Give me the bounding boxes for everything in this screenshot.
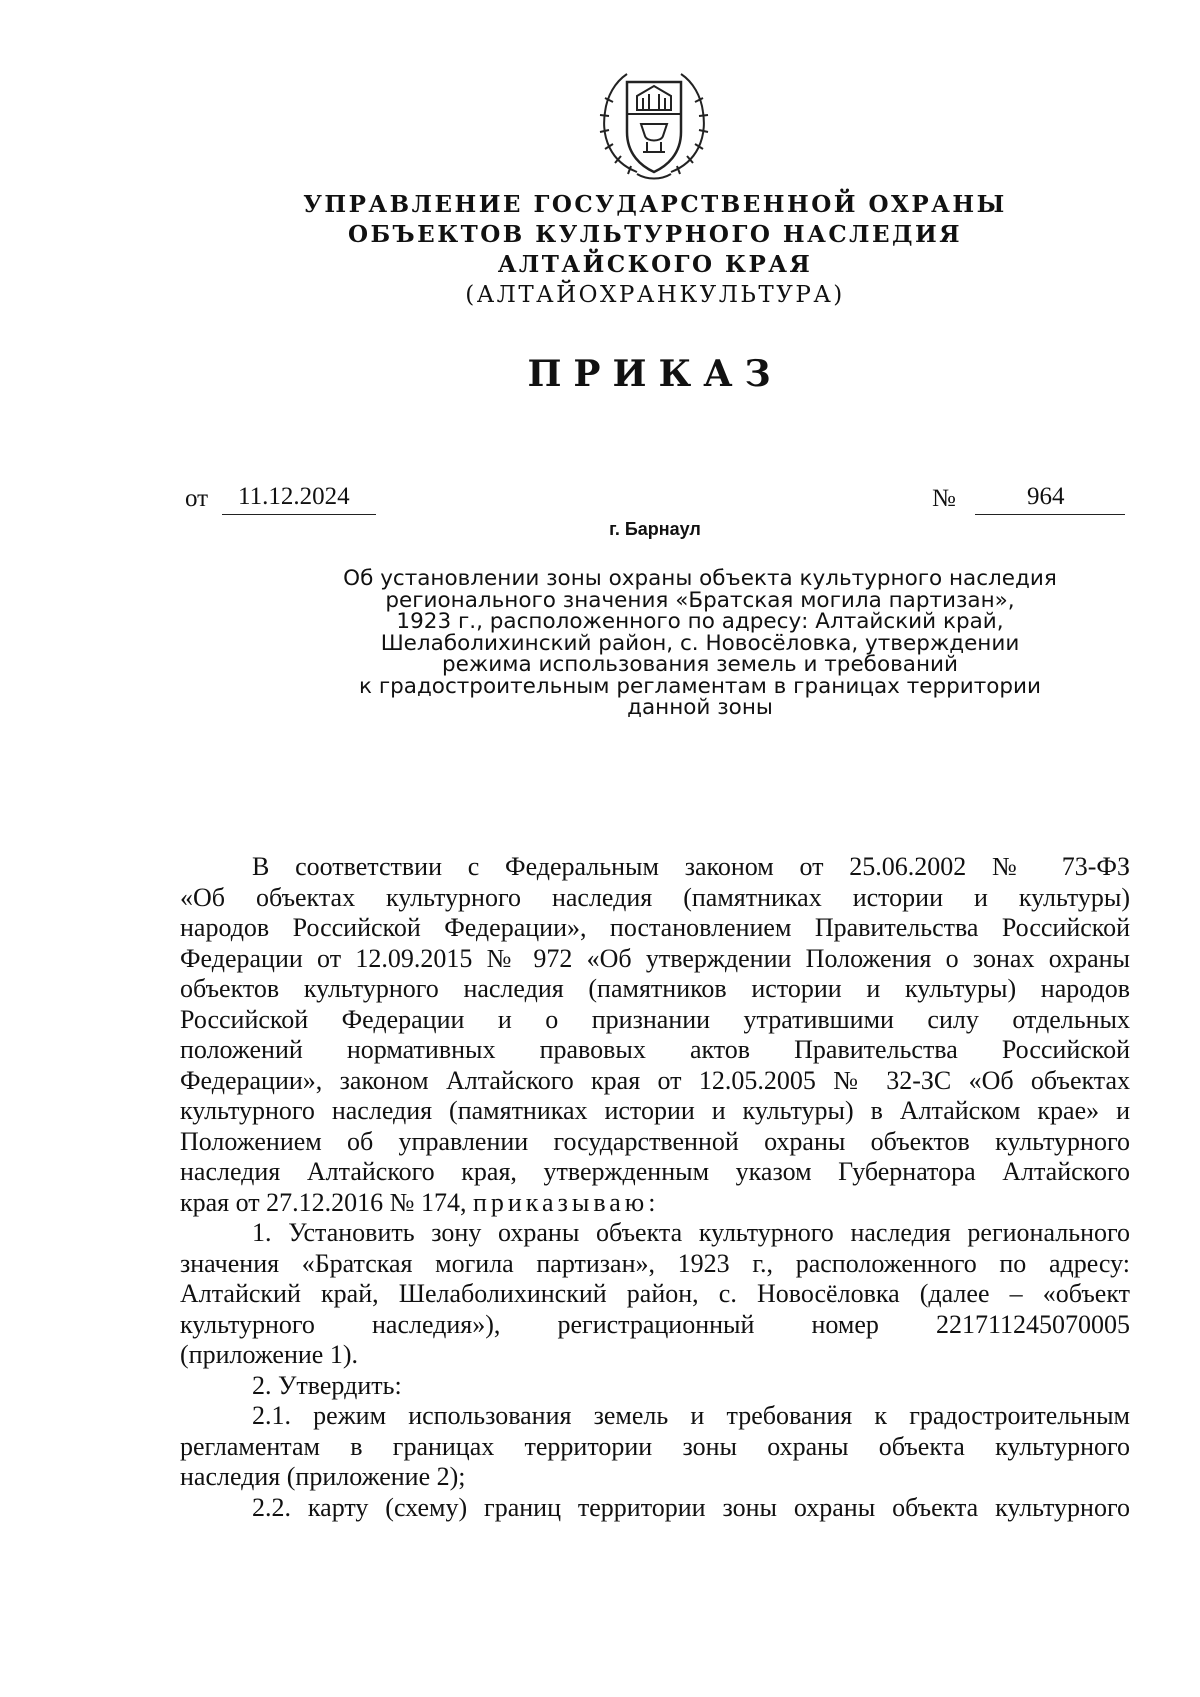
preamble-end: края от 27.12.2016 № 174, [180, 1187, 467, 1217]
body-line: Федерации от 12.09.2015 № 972 «Об утверждении Положения о зонах охраны [180, 943, 1130, 973]
org-name-line-1: УПРАВЛЕНИЕ ГОСУДАРСТВЕННОЙ ОХРАНЫ [303, 191, 1007, 218]
org-name-line-3: АЛТАЙСКОГО КРАЯ [497, 251, 813, 278]
item-2: 2. Утвердить: [252, 1370, 402, 1400]
item-1-line: 1. Установить зону охраны объекта культурного наследия регионального [252, 1218, 1130, 1247]
subject-line: регионального значения «Братская могила партизан», [385, 587, 1015, 613]
subject-line: 1923 г., расположенного по адресу: Алтайский край, [396, 609, 1004, 634]
date-field [222, 482, 376, 515]
org-name-line-2: ОБЪЕКТОВ КУЛЬТУРНОГО НАСЛЕДИЯ [347, 221, 962, 248]
body-line: Российской Федерации и о признании утратившими силу отдельных [180, 1004, 1130, 1034]
city-name: г. Барнаул [609, 519, 701, 539]
item-1-line: Алтайский край, Шелаболихинский район, с. Новосёловка (далее – «объект [180, 1279, 1130, 1308]
org-short-name: (АЛТАЙОХРАНКУЛЬТУРА) [465, 282, 845, 308]
body-line: объектов культурного наследия (памятников истории и культуры) народов [180, 974, 1130, 1003]
body-line: Положением об управлении государственной охраны объектов культурного [180, 1126, 1130, 1156]
body-line: Федерации», законом Алтайского края от 12.05.2005 № 32-ЗС «Об объектах [180, 1065, 1130, 1095]
subject-line: к градостроительным регламентам в границах территории [359, 673, 1041, 699]
body-line: «Об объектах культурного наследия (памятниках истории и культуры) [180, 882, 1130, 912]
item-1-line: культурного наследия»), регистрационный номер 221711245070005 [180, 1309, 1130, 1339]
body-line: культурного наследия (памятниках истории и культуры) в Алтайском крае» и [180, 1096, 1130, 1125]
item-2-1-line: 2.1. режим использования земель и требования к градостроительным [252, 1401, 1130, 1430]
number-field [975, 482, 1125, 515]
item-1-line: значения «Братская могила партизан», 1923 г., расположенного по адресу: [180, 1248, 1130, 1278]
body-line: наследия Алтайского края, утвержденным указом Губернатора Алтайского [180, 1157, 1130, 1186]
item-2-1-line: наследия (приложение 2); [180, 1462, 466, 1491]
body-line [180, 1188, 1130, 1219]
number-prefix: № [932, 485, 956, 512]
document-subject [200, 568, 1200, 719]
document-date: 11.12.2024 [238, 483, 350, 510]
subject-line: Шелаболихинский район, с. Новосёловка, утверждении [380, 630, 1020, 656]
document-body [180, 852, 1130, 1523]
date-prefix: от [185, 485, 209, 512]
body-line: В соответствии с Федеральным законом от 25.06.2002 № 73-ФЗ [252, 852, 1130, 881]
item-2-2-line: 2.2. карту (схему) границ территории зоны охраны объекта культурного [252, 1492, 1130, 1522]
order-word: приказываю: [472, 1187, 660, 1217]
item-2-1-line: регламентам в границах территории зоны охраны объекта культурного [180, 1431, 1130, 1461]
coat-of-arms-emblem [597, 62, 711, 186]
subject-line: режима использования земель и требований [442, 652, 958, 677]
subject-line: Об установлении зоны охраны объекта культурного наследия [343, 566, 1057, 591]
body-line: положений нормативных правовых актов Правительства Российской [180, 1035, 1130, 1064]
subject-line: данной зоны [627, 695, 773, 720]
document-number: 964 [1027, 483, 1065, 510]
item-1-line: (приложение 1). [180, 1340, 359, 1369]
body-line: народов Российской Федерации», постановлением Правительства Российской [180, 913, 1130, 942]
document-type-title: ПРИКАЗ [527, 353, 783, 395]
